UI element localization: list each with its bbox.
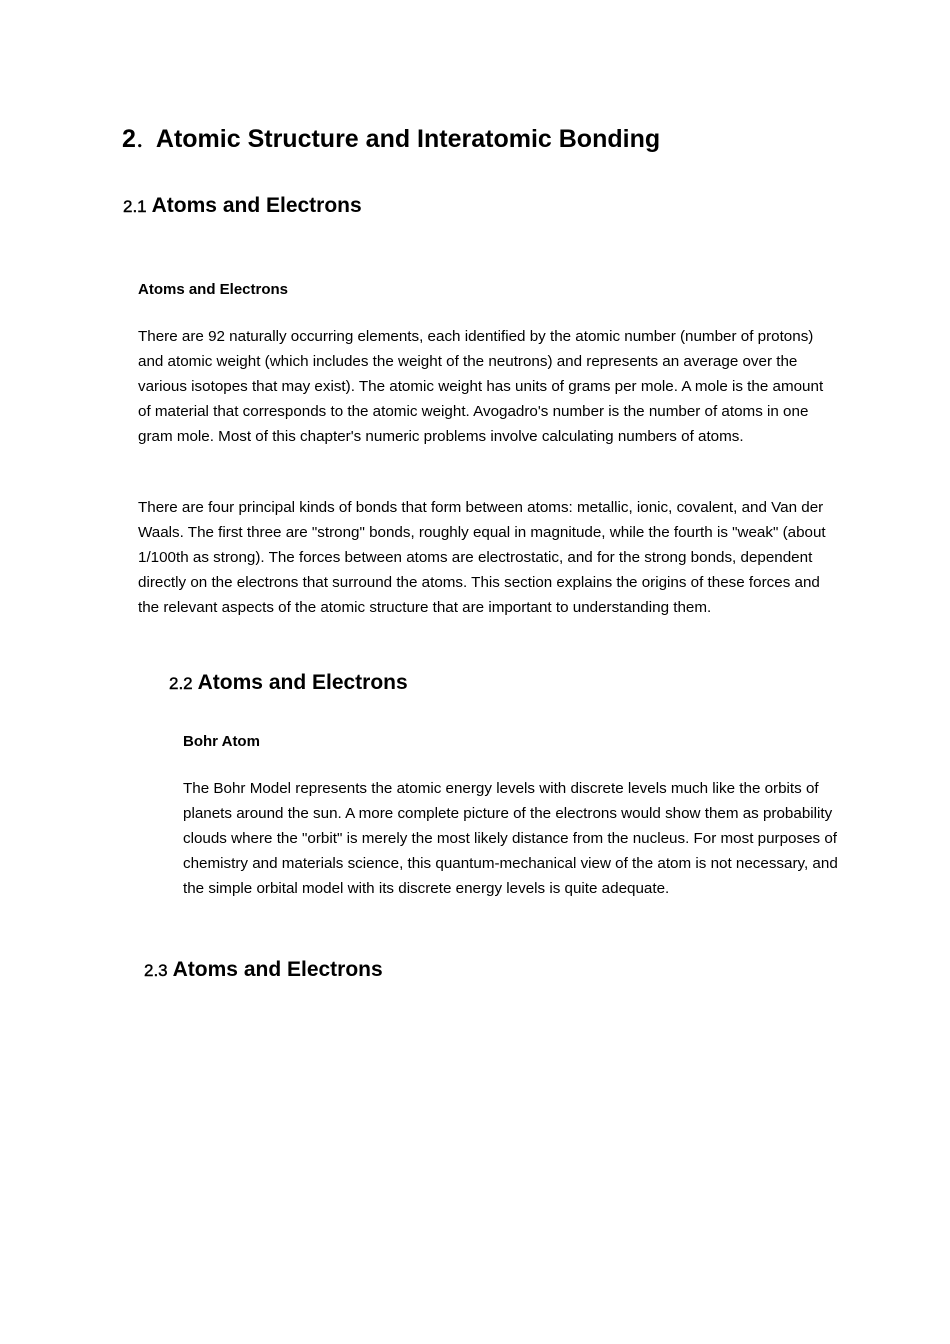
- chapter-number: 2: [122, 125, 136, 153]
- section-title: Atoms and Electrons: [172, 958, 383, 981]
- section-heading-2-2: [169, 669, 408, 698]
- chapter-number-separator: ．: [135, 125, 161, 153]
- section-number: 2.3: [144, 961, 168, 980]
- section-heading-2-3: [144, 956, 383, 985]
- chapter-heading: [122, 122, 660, 156]
- section-heading-2-1: [123, 192, 362, 221]
- section-title: Atoms and Electrons: [197, 671, 408, 694]
- paragraph: The Bohr Model represents the atomic energy levels with discrete levels much like the orbits of planets around the sun. A more complete picture of the electrons would show them as probability clouds where the "orbit" is merely the most likely distance from the nucleus. For most purposes of chemistry and materials science, this quantum-mechanical view of the atom is not necessary, and the simple orbital model with its discrete energy levels is quite adequate.: [183, 780, 838, 897]
- subheading-atoms-and-electrons: Atoms and Electrons: [138, 281, 289, 298]
- subheading-bohr-atom: Bohr Atom: [183, 733, 260, 750]
- section-number: 2.1: [123, 197, 147, 216]
- chapter-title: Atomic Structure and Interatomic Bonding: [155, 125, 661, 153]
- section-number: 2.2: [169, 674, 193, 693]
- paragraph: There are 92 naturally occurring elements, each identified by the atomic number (number of protons) and atomic weight (which includes the weight of the neutrons) and represents an average over the various isotopes that may exist). The atomic weight has units of grams per mole. A mole is the amount of material that corresponds to the atomic weight. Avogadro's number is the number of atoms in one gram mole. Most of this chapter's numeric problems involve calculating numbers of atoms.: [138, 328, 824, 445]
- paragraph: There are four principal kinds of bonds that form between atoms: metallic, ionic, covalent, and Van der Waals. The first three are "strong" bonds, roughly equal in magnitude, while the fourth is "weak" (about 1/100th as strong). The forces between atoms are electrostatic, and for the strong bonds, dependent directly on the electrons that surround the atoms. This section explains the origins of these forces and the relevant aspects of the atomic structure that are important to understanding them.: [138, 499, 826, 616]
- section-title: Atoms and Electrons: [151, 194, 362, 217]
